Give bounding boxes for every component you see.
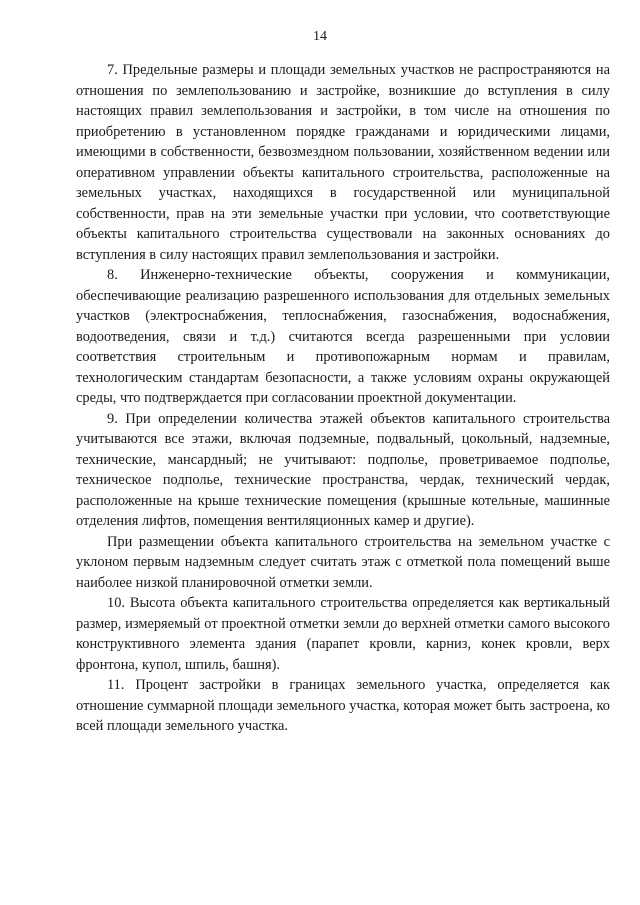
paragraph-9: 9. При определении количества этажей объектов капитального строительства учитываются все этажи, включая подземные, подвальный, цокольный, надземные, технические, мансардный; не учитывают: подполье, проветриваемое подполье, техническое подполье, технические пространства, чердак, технический чердак, расположенные на крыше технические помещения (крышные котельные, машинные отделения лифтов, помещения вентиляционных камер и другие). xyxy=(76,410,610,529)
paragraph-9-continuation: При размещении объекта капитального строительства на земельном участке с уклоном первым надземным следует считать этаж с отметкой пола помещений выше наиболее низкой планировочной отметки земли. xyxy=(76,533,610,591)
page-number: 14 xyxy=(313,29,327,44)
paragraph-7: 7. Предельные размеры и площади земельных участков не распространяются на отношения по землепользованию и застройке, возникшие до вступления в силу настоящих правил землепользования и застройки, в том числе на отношения по приобретению в установленном порядке гражданами и юридическими лицами, имеющими в собственности, безвозмездном пользовании, хозяйственном ведении или оперативном управлении объекты капитального строительства, расположенные на земельных участках, находящихся в государственной или муниципальной собственности, прав на эти земельные участки при условии, что соответствующие объекты капитального строительства существовали на законных основаниях до вступления в силу настоящих правил землепользования и застройки. xyxy=(76,62,610,263)
paragraph-8: 8. Инженерно-технические объекты, сооружения и коммуникации, обеспечивающие реализацию разрешенного использования для отдельных земельных участков (электроснабжения, теплоснабжения, газоснабжения, водоснабжения, водоотведения, связи и т.д.) считаются всегда разрешенными при условии соответствия строительным и противопожарным нормам и правилам, технологическим стандартам безопасности, а также условиям охраны окружающей среды, что подтверждается при согласовании проектной документации. xyxy=(76,267,610,406)
paragraph-11: 11. Процент застройки в границах земельного участка, определяется как отношение суммарной площади земельного участка, которая может быть застроена, ко всей площади земельного участка. xyxy=(76,677,610,734)
paragraph-10: 10. Высота объекта капитального строительства определяется как вертикальный размер, измеряемый от проектной отметки земли до верхней отметки самого высокого конструктивного элемента здания (парапет кровли, карниз, конек кровли, верх фронтона, купол, шпиль, башня). xyxy=(76,595,610,673)
document-body xyxy=(76,60,610,737)
